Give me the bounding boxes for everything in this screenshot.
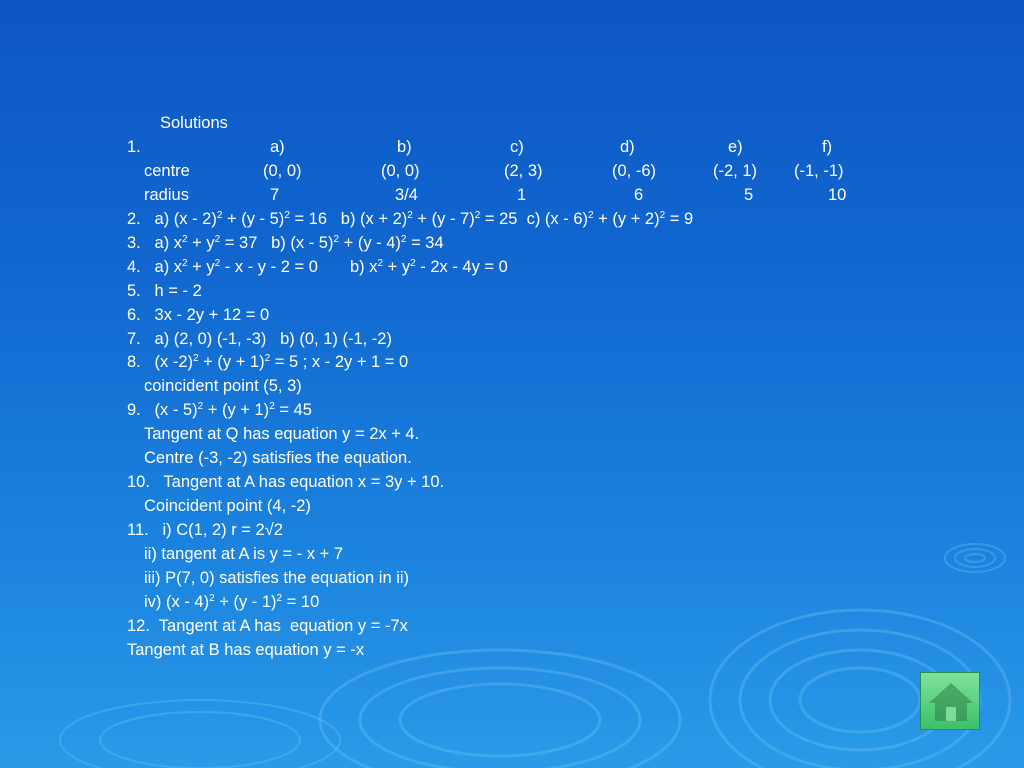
- q1-centre-value: (0, -6): [612, 162, 657, 180]
- equation-text: iv) (x - 4): [144, 593, 210, 611]
- exponent: 2: [407, 210, 413, 221]
- equation-text: = 16 b) (x + 2): [289, 210, 408, 228]
- exponent: 2: [400, 234, 407, 245]
- exponent: 2: [197, 401, 204, 412]
- equation-text: + (y - 1): [214, 593, 277, 611]
- equation-text: + y: [383, 258, 411, 276]
- exponent: 2: [182, 258, 188, 269]
- equation-text: = 34: [406, 234, 444, 252]
- equation-text: = 10: [282, 593, 320, 611]
- q1-column-header: d): [620, 138, 635, 156]
- answer-9-centre: Centre (-3, -2) satisfies the equation.: [144, 449, 412, 467]
- equation-text: 4. a) x: [127, 258, 183, 276]
- exponent: 2: [474, 210, 481, 221]
- answer-7: 7. a) (2, 0) (-1, -3) b) (0, 1) (-1, -2): [127, 330, 392, 348]
- q1-radius-value: 5: [744, 186, 754, 204]
- answer-8: [127, 352, 408, 372]
- answer-11-iv: [144, 592, 319, 612]
- equation-text: + (y + 2): [593, 210, 660, 228]
- equation-text: + y: [187, 258, 215, 276]
- q1-radius-value: 10: [828, 186, 847, 204]
- answer-5: 5. h = - 2: [127, 282, 202, 300]
- exponent: 2: [214, 258, 221, 269]
- exponent: 2: [182, 234, 188, 245]
- exponent: 2: [377, 258, 384, 269]
- equation-text: - 2x - 4y = 0: [415, 258, 508, 276]
- exponent: 2: [588, 210, 594, 221]
- exponent: 2: [209, 593, 215, 604]
- exponent: 2: [214, 234, 221, 245]
- equation-text: + (y - 7): [412, 210, 475, 228]
- answer-12: 12. Tangent at A has equation y = -7x: [127, 617, 408, 635]
- q1-radius-value: 7: [270, 186, 280, 204]
- question-1-number: 1.: [127, 138, 141, 156]
- answer-12-b: Tangent at B has equation y = -x: [127, 641, 365, 659]
- exponent: 2: [193, 353, 199, 364]
- equation-text: 8. (x -2): [127, 353, 194, 371]
- exponent: 2: [276, 593, 283, 604]
- equation-text: + (y + 1): [203, 401, 270, 419]
- centre-label: centre: [144, 162, 190, 180]
- equation-text: 2. a) (x - 2): [127, 210, 217, 228]
- q1-column-header: a): [270, 138, 285, 156]
- exponent: 2: [269, 401, 275, 412]
- q1-column-header: f): [822, 138, 833, 156]
- exponent: 2: [659, 210, 666, 221]
- exponent: 2: [284, 210, 290, 221]
- equation-text: = 37 b) (x - 5): [220, 234, 334, 252]
- q1-centre-value: (-1, -1): [794, 162, 844, 180]
- answer-10: 10. Tangent at A has equation x = 3y + 10.: [127, 473, 445, 491]
- answer-4: [127, 257, 508, 277]
- q1-centre-value: (0, 0): [381, 162, 420, 180]
- equation-text: + (y + 1): [198, 353, 265, 371]
- home-button[interactable]: [920, 672, 980, 730]
- answer-11: 11. i) C(1, 2) r = 2√2: [127, 521, 283, 539]
- exponent: 2: [333, 234, 340, 245]
- q1-centre-value: (-2, 1): [713, 162, 758, 180]
- equation-text: 9. (x - 5): [127, 401, 198, 419]
- answer-9-tangent: Tangent at Q has equation y = 2x + 4.: [144, 425, 420, 443]
- answer-3: [127, 233, 444, 253]
- equation-text: - x - y - 2 = 0 b) x: [220, 258, 378, 276]
- equation-text: 3. a) x: [127, 234, 183, 252]
- q1-centre-value: (2, 3): [504, 162, 543, 180]
- equation-text: = 5 ; x - 2y + 1 = 0: [270, 353, 409, 371]
- q1-radius-value: 3/4: [395, 186, 418, 204]
- answer-2: [127, 209, 693, 229]
- q1-centre-value: (0, 0): [263, 162, 302, 180]
- equation-text: = 25 c) (x - 6): [480, 210, 589, 228]
- answer-11-ii: ii) tangent at A is y = - x + 7: [144, 545, 344, 563]
- q1-column-header: e): [728, 138, 743, 156]
- exponent: 2: [216, 210, 223, 221]
- q1-column-header: c): [510, 138, 524, 156]
- equation-text: + (y - 4): [339, 234, 401, 252]
- equation-text: = 45: [274, 401, 312, 419]
- home-icon: [921, 673, 981, 731]
- exponent: 2: [264, 353, 271, 364]
- q1-radius-value: 1: [517, 186, 527, 204]
- radius-label: radius: [144, 186, 189, 204]
- answer-8-point: coincident point (5, 3): [144, 377, 302, 395]
- q1-column-header: b): [397, 138, 412, 156]
- answer-9: [127, 400, 312, 420]
- equation-text: + (y - 5): [222, 210, 285, 228]
- answer-6: 6. 3x - 2y + 12 = 0: [127, 306, 270, 324]
- answer-10-point: Coincident point (4, -2): [144, 497, 311, 515]
- equation-text: = 9: [665, 210, 694, 228]
- exponent: 2: [410, 258, 416, 269]
- q1-radius-value: 6: [634, 186, 644, 204]
- answer-11-iii: iii) P(7, 0) satisfies the equation in ii): [144, 569, 410, 587]
- equation-text: + y: [187, 234, 215, 252]
- slide-title: Solutions: [160, 114, 228, 132]
